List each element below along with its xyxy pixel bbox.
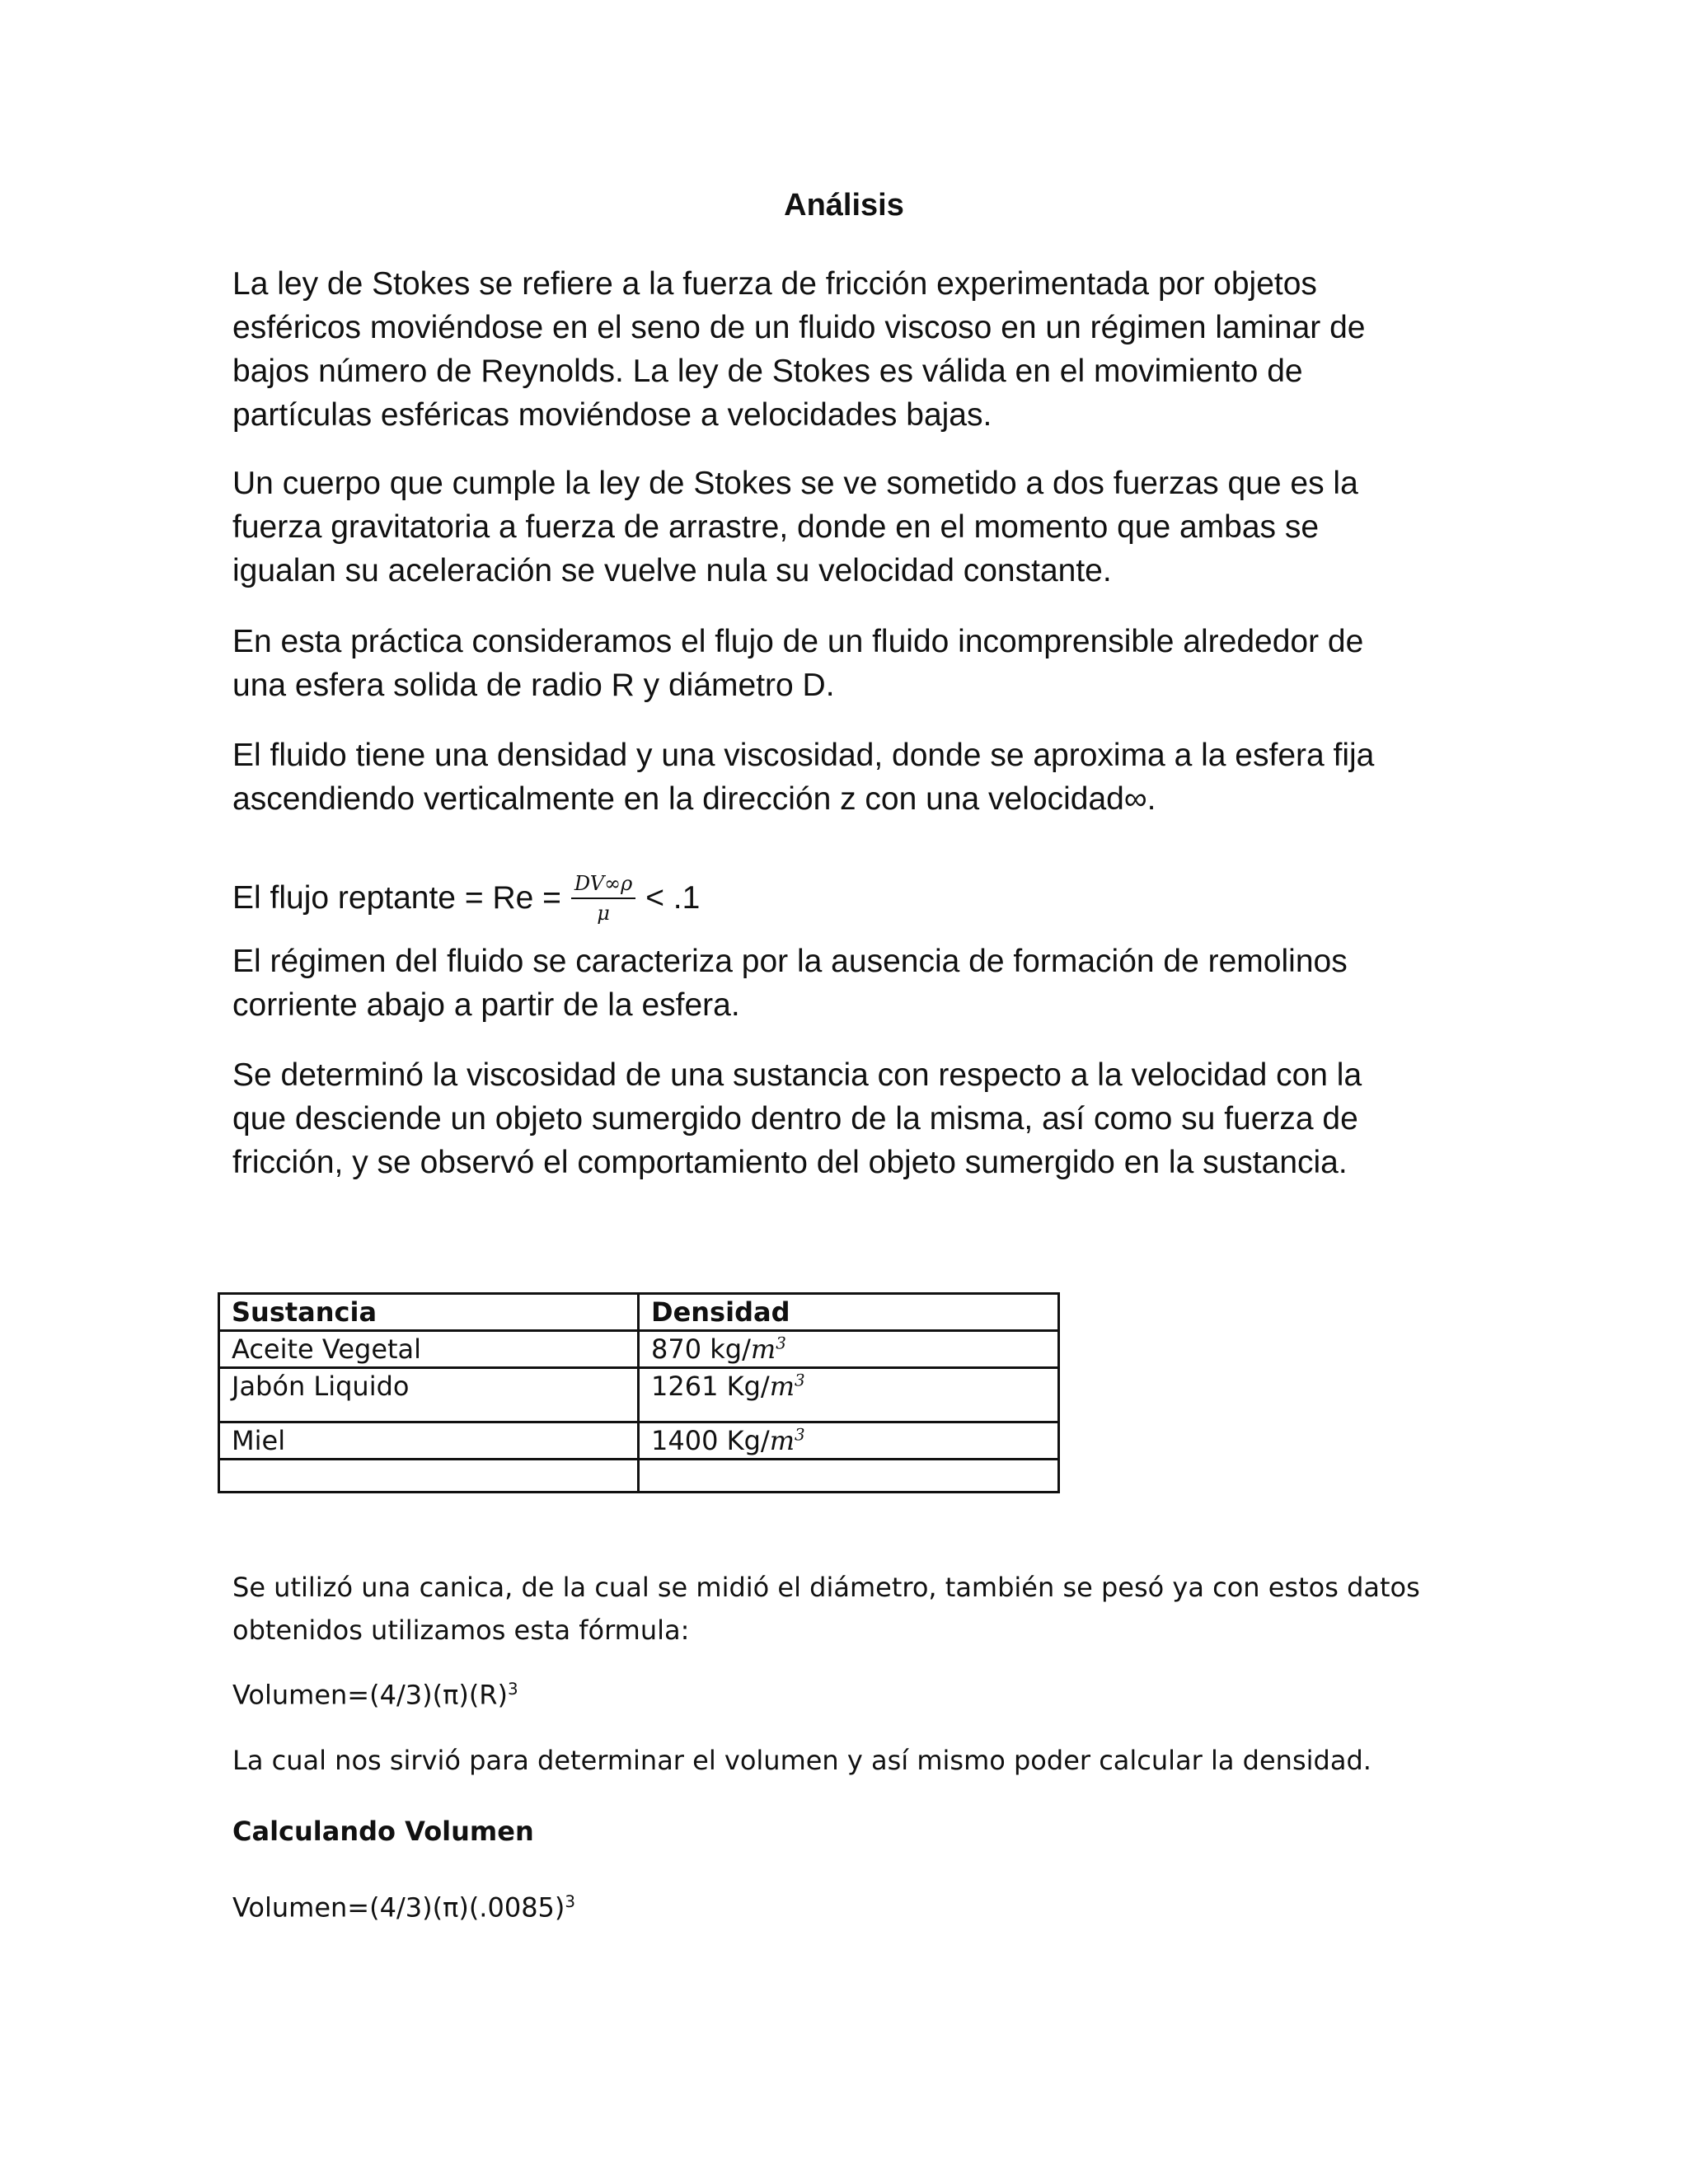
reynolds-formula (232, 849, 700, 948)
paragraph-viscosity: Se determinó la viscosidad de una sustancia con respecto a la velocidad con la que desciende un objeto sumergido dentro de la misma, así como su fuerza de fricción, y se observó el comportamiento del objeto sumergido en la sustancia. (232, 1057, 1362, 1180)
table-cell-densidad: 1261 $Kg/m^3$ (639, 1368, 1059, 1422)
paragraph-practice: En esta práctica consideramos el flujo de un fluido incomprensible alrededor de una esfera solida de radio R y diámetro D. (232, 624, 1364, 703)
paragraph-regime: El régimen del fluido se caracteriza por la ausencia de formación de remolinos corriente abajo a partir de la esfera. (232, 944, 1348, 1023)
paragraph-forces: Un cuerpo que cumple la ley de Stokes se ve sometido a dos fuerzas que es la fuerza gravitatoria a fuerza de arrastre, donde en el momento que ambas se igualan su aceleración se vuelve nula su velocidad constante. (232, 466, 1358, 588)
formula-right: < .1 (645, 880, 701, 916)
table-row (219, 1422, 1059, 1460)
volume-formula: $Volumen=(4/3)(\pi)(R)^3$ (232, 1679, 518, 1711)
table-cell-empty (639, 1460, 1059, 1493)
formula-denominator: μ (597, 902, 610, 925)
section-heading-calculando-volumen: Calculando Volumen (232, 1816, 534, 1847)
table-row (219, 1331, 1059, 1368)
volume-calculation: $Volumen=(4/3)(\pi)(.0085)^3$ (232, 1891, 576, 1924)
table-cell-empty (219, 1460, 639, 1493)
paragraph-stokes-law: La ley de Stokes se refiere a la fuerza de fricción experimentada por objetos esféricos moviéndose en el seno de un fluido viscoso en un régimen laminar de bajos número de Reynolds. La ley de Stokes es válida en el movimiento de partículas esféricas moviéndose a velocidades bajas. (232, 266, 1366, 433)
table-header-sustancia: Sustancia (219, 1294, 639, 1331)
table-cell-sustancia: Miel (219, 1422, 639, 1460)
table-cell-densidad: 1400 $Kg/m^3$ (639, 1422, 1059, 1460)
table-cell-sustancia: Jabón Liquido (219, 1368, 639, 1422)
table-header-densidad: Densidad (639, 1294, 1059, 1331)
density-table (218, 1292, 1060, 1493)
paragraph-marble: Se utilizó una canica, de la cual se midió el diámetro, también se pesó ya con estos datos obtenidos utilizamos esta fórmula: (232, 1572, 1420, 1646)
page-title: Análisis (784, 188, 904, 223)
paragraph-volume-purpose: La cual nos sirvió para determinar el volumen y así mismo poder calcular la densidad. (232, 1745, 1372, 1776)
formula-numerator: DV∞ρ (571, 869, 635, 899)
table-cell-densidad: 870 $kg/m^3$ (639, 1331, 1059, 1368)
table-row (219, 1368, 1059, 1422)
table-cell-sustancia: Aceite Vegetal (219, 1331, 639, 1368)
formula-left: El flujo reptante = Re = (232, 880, 561, 916)
formula-fraction (571, 869, 635, 927)
table-row-empty (219, 1460, 1059, 1493)
paragraph-fluid: El fluido tiene una densidad y una viscosidad, donde se aproxima a la esfera fija ascendiendo verticalmente en la dirección z con una velocidad∞. (232, 738, 1375, 817)
